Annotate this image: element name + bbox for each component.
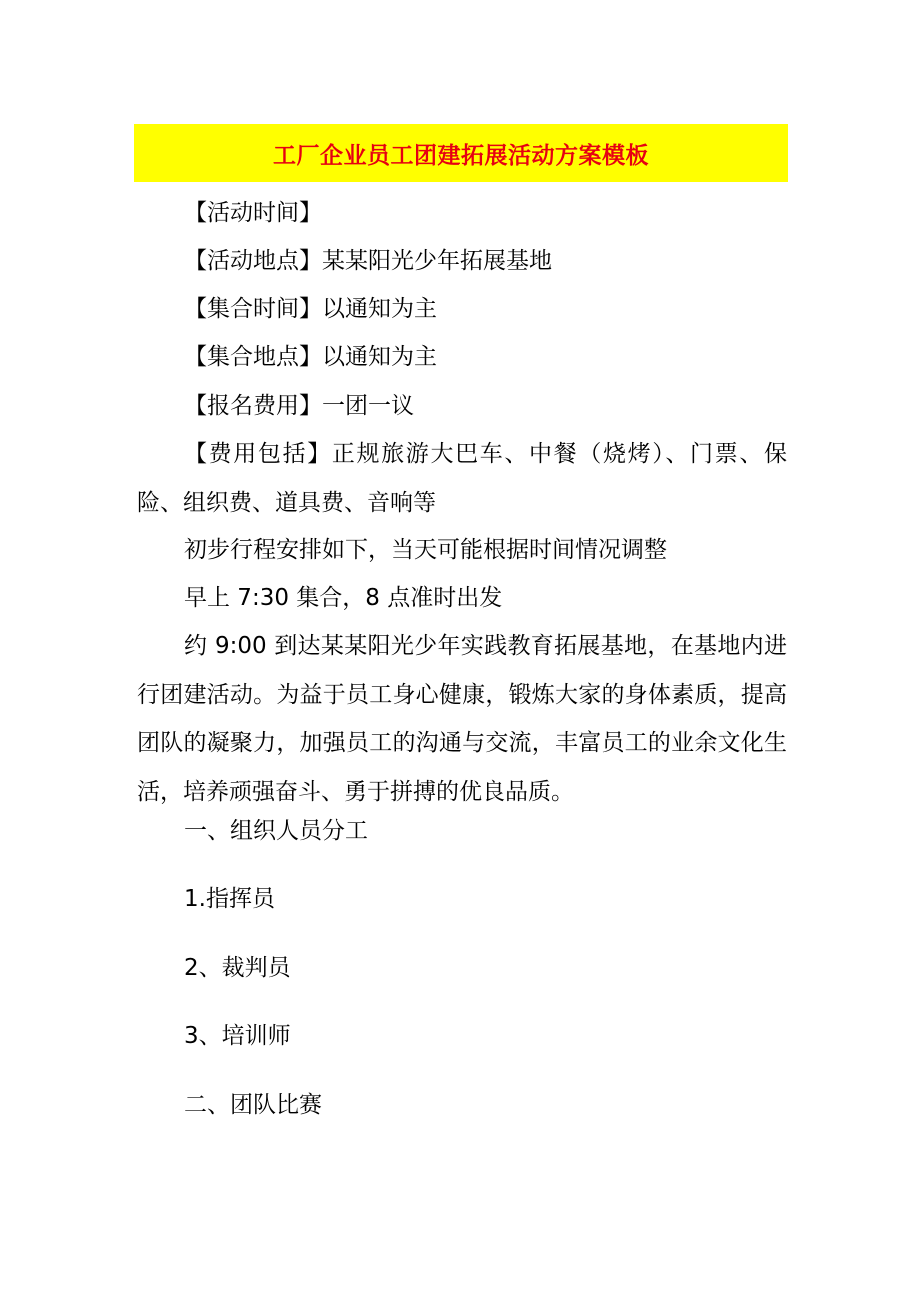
title-banner bbox=[134, 124, 788, 182]
morning-line: 早上 7:30 集合，8 点准时出发 bbox=[184, 585, 503, 611]
list-item-commander: 1.指挥员 bbox=[184, 886, 275, 912]
fee-includes-paragraph: 【费用包括】正规旅游大巴车、中餐（烧烤）、门票、保险、组织费、道具费、音响等 bbox=[137, 441, 787, 516]
list-item-trainer: 3、培训师 bbox=[184, 1023, 291, 1049]
activity-time-line: 【活动时间】 bbox=[184, 200, 322, 226]
section-2-heading: 二、团队比赛 bbox=[184, 1092, 322, 1118]
gather-time-line: 【集合时间】以通知为主 bbox=[184, 296, 437, 322]
list-item-referee: 2、裁判员 bbox=[184, 955, 291, 981]
schedule-intro-line: 初步行程安排如下，当天可能根据时间情况调整 bbox=[184, 537, 667, 563]
gather-place-line: 【集合地点】以通知为主 bbox=[184, 344, 437, 370]
section-1-heading: 一、组织人员分工 bbox=[184, 818, 368, 844]
activity-place-line: 【活动地点】某某阳光少年拓展基地 bbox=[184, 248, 552, 274]
arrival-paragraph: 约 9:00 到达某某阳光少年实践教育拓展基地，在基地内进行团建活动。为益于员工身心健康，锻炼大家的身体素质，提高团队的凝聚力，加强员工的沟通与交流，丰富员工的业余文化生活，培养顽强奋斗、勇于拼搏的优良品质。 bbox=[137, 633, 787, 805]
document-title: 工厂企业员工团建拓展活动方案模板 bbox=[273, 142, 649, 169]
fee-line: 【报名费用】一团一议 bbox=[184, 393, 414, 419]
